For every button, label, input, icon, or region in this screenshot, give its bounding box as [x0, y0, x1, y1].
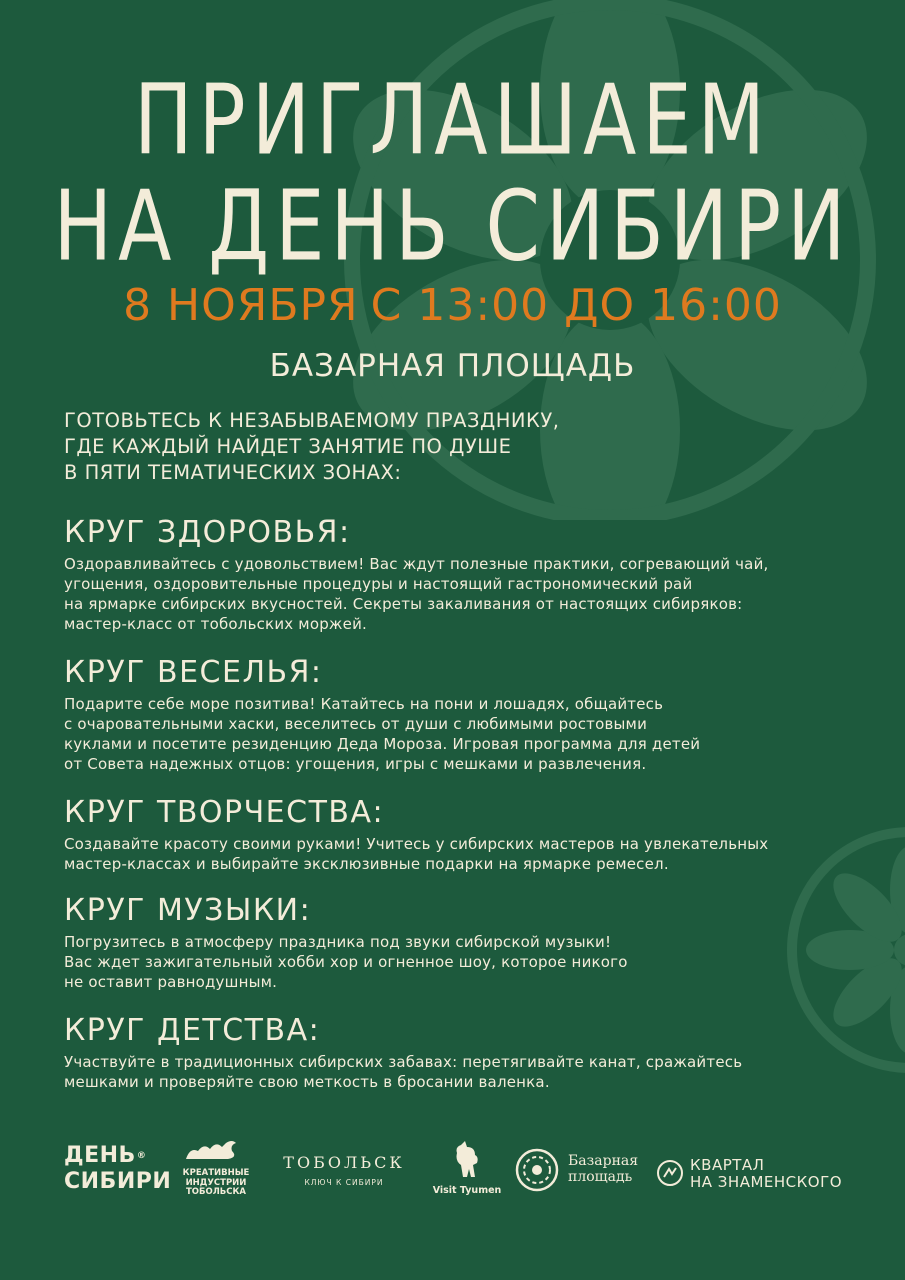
- swan-icon: [176, 1137, 256, 1163]
- event-datetime: [0, 280, 905, 331]
- zone-line: Подарите себе море позитива! Катайтесь на пони и лошадях, общайтесь: [64, 695, 664, 713]
- zone-line: угощения, оздоровительные процедуры и настоящий гастрономический рай: [64, 575, 693, 593]
- zone-line: Участвуйте в традиционных сибирских забавах: перетягивайте канат, сражайтесь: [64, 1053, 743, 1071]
- heraldic-animal-icon: [449, 1139, 485, 1179]
- zone-title: КРУГ МУЗЫКИ:: [64, 893, 312, 928]
- kvartal-mark-icon: [656, 1159, 684, 1187]
- partner-logos: [0, 1135, 905, 1215]
- title-line-2: НА ДЕНЬ СИБИРИ: [53, 170, 852, 283]
- den-sibiri-logo: [64, 1143, 171, 1195]
- intro-text: [64, 408, 824, 486]
- zone-line: мастер-класс от тобольских моржей.: [64, 615, 367, 633]
- zone-line: Создавайте красоту своими руками! Учитесь у сибирских мастеров на увлекательных: [64, 835, 769, 853]
- zone-health: [64, 516, 854, 634]
- logo-text: ДЕНЬ: [64, 1143, 136, 1168]
- intro-line: ГДЕ КАЖДЫЙ НАЙДЕТ ЗАНЯТИЕ ПО ДУШЕ: [64, 435, 512, 458]
- intro-line: ГОТОВЬТЕСЬ К НЕЗАБЫВАЕМОМУ ПРАЗДНИКУ,: [64, 409, 560, 432]
- zone-line: куклами и посетите резиденцию Деда Мороза. Игровая программа для детей: [64, 735, 701, 753]
- zone-line: мешками и проверяйте свою меткость в бросании валенка.: [64, 1073, 550, 1091]
- zone-title: КРУГ ВЕСЕЛЬЯ:: [64, 655, 323, 690]
- logo-text: ИНДУСТРИИ: [185, 1177, 247, 1188]
- zone-line: на ярмарке сибирских вкусностей. Секреты закаливания от настоящих сибиряков:: [64, 595, 743, 613]
- event-venue: БАЗАРНАЯ ПЛОЩАДЬ: [269, 348, 636, 384]
- logo-text: площадь: [568, 1169, 633, 1185]
- zone-fun: [64, 656, 854, 774]
- title-line-1: ПРИГЛАШАЕМ: [134, 64, 771, 177]
- zone-line: мастер-классах и выбирайте эксклюзивные подарки на ярмарке ремесел.: [64, 855, 669, 873]
- logo-text: КРЕАТИВНЫЕ: [182, 1168, 250, 1178]
- zone-line: Погрузитесь в атмосферу праздника под звуки сибирской музыки!: [64, 933, 612, 951]
- zone-line: с очаровательными хаски, веселитесь от души с любимыми ростовыми: [64, 715, 648, 733]
- tobolsk-logo: [274, 1153, 414, 1187]
- zone-line: Оздоравливайтесь с удовольствием! Вас ждут полезные практики, согревающий чай,: [64, 555, 769, 573]
- creative-industries-logo: [176, 1137, 256, 1198]
- zone-line: от Совета надежных отцов: угощения, игры с мешками и развлечения.: [64, 755, 647, 773]
- event-date: 8 НОЯБРЯ: [123, 280, 359, 331]
- zone-description: [64, 932, 854, 992]
- zone-description: [64, 694, 854, 774]
- zone-description: [64, 834, 854, 874]
- logo-text: Visit Tyumen: [432, 1185, 502, 1196]
- logo-text: ТОБОЛЬСК: [283, 1153, 405, 1172]
- zone-title: КРУГ ДЕТСТВА:: [64, 1013, 321, 1048]
- intro-line: В ПЯТИ ТЕМАТИЧЕСКИХ ЗОНАХ:: [64, 461, 402, 484]
- logo-text: СИБИРИ: [64, 1169, 172, 1194]
- logo-text: КВАРТАЛ: [690, 1156, 765, 1174]
- logo-text: НА ЗНАМЕНСКОГО: [690, 1173, 843, 1191]
- zone-description: [64, 1052, 854, 1092]
- visit-tyumen-logo: [430, 1139, 504, 1196]
- registered-mark: ®: [136, 1151, 147, 1161]
- zone-title: КРУГ ЗДОРОВЬЯ:: [64, 515, 351, 550]
- zone-description: [64, 554, 854, 634]
- zone-line: Вас ждет зажигательный хобби хор и огненное шоу, которое никого: [64, 953, 628, 971]
- logo-tagline: КЛЮЧ К СИБИРИ: [304, 1178, 384, 1187]
- zone-title: КРУГ ТВОРЧЕСТВА:: [64, 795, 385, 830]
- event-time: С 13:00 ДО 16:00: [370, 280, 782, 331]
- zone-creativity: [64, 796, 854, 874]
- flower-emblem-icon: [514, 1147, 560, 1193]
- zone-music: [64, 894, 854, 992]
- logo-text: Базарная: [568, 1153, 639, 1169]
- zone-childhood: [64, 1014, 854, 1092]
- logo-text: ТОБОЛЬСКА: [185, 1187, 247, 1197]
- zone-line: не оставит равнодушным.: [64, 973, 278, 991]
